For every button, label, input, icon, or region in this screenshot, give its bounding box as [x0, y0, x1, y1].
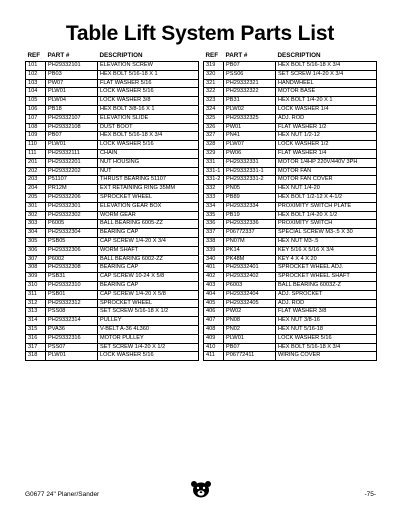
table-row — [204, 70, 377, 79]
table-row — [204, 273, 377, 282]
ref-cell: 402 — [204, 273, 224, 282]
table-row — [26, 149, 199, 158]
description-cell: NUT — [98, 167, 199, 176]
part-number-cell: PB89 — [224, 193, 276, 202]
table-row — [26, 246, 199, 255]
description-cell: BALL BEARING 6002-ZZ — [98, 255, 199, 264]
table-row — [26, 343, 199, 352]
ref-cell: 410 — [204, 343, 224, 352]
bear-head-logo-icon — [190, 480, 212, 498]
ref-cell: 201 — [26, 158, 46, 167]
parts-table-left — [25, 51, 199, 361]
ref-cell: 322 — [204, 88, 224, 97]
ref-cell: 304 — [26, 229, 46, 238]
description-cell: MOTOR FAN — [276, 167, 377, 176]
ref-cell: 335 — [204, 211, 224, 220]
part-number-cell: PB07 — [224, 343, 276, 352]
ref-cell: 333 — [204, 193, 224, 202]
description-cell: FLAT WASHER 1/4 — [276, 149, 377, 158]
description-cell: PULLEY — [98, 317, 199, 326]
ref-cell: 105 — [26, 97, 46, 106]
description-cell: ELEVATION GEAR BOX — [98, 202, 199, 211]
header-ref: REF — [204, 51, 224, 62]
ref-cell: 205 — [26, 193, 46, 202]
description-cell: BALL BEARING 6003Z-Z — [276, 281, 377, 290]
description-cell: V-BELT A-36 4L360 — [98, 325, 199, 334]
table-row — [204, 352, 377, 361]
part-number-cell: PVA36 — [46, 325, 98, 334]
description-cell: SET SCREW 1/4-20 X 3/4 — [276, 70, 377, 79]
table-row — [26, 141, 199, 150]
table-row — [26, 132, 199, 141]
header-ref: REF — [26, 51, 46, 62]
part-number-cell: PW06 — [224, 149, 276, 158]
table-row — [204, 334, 377, 343]
table-row — [26, 325, 199, 334]
part-number-cell: PB07 — [224, 62, 276, 71]
table-row — [26, 255, 199, 264]
ref-cell: 401 — [204, 264, 224, 273]
description-cell: SPROCKET WHEEL — [98, 193, 199, 202]
description-cell: HEX BOLT 5/16-18 X 3/4 — [276, 62, 377, 71]
ref-cell: 336 — [204, 220, 224, 229]
part-number-cell: PH29332201 — [46, 158, 98, 167]
part-number-cell: PH29332321 — [224, 79, 276, 88]
part-number-cell: PN41 — [224, 132, 276, 141]
ref-cell: 340 — [204, 255, 224, 264]
description-cell: ELEVATION SCREW — [98, 62, 199, 71]
part-number-cell: P6003 — [224, 281, 276, 290]
ref-cell: 403 — [204, 281, 224, 290]
part-number-cell: PN05 — [224, 185, 276, 194]
description-cell: MOTOR FAN COVER — [276, 176, 377, 185]
part-number-cell: P06772411 — [224, 352, 276, 361]
header-description: DESCRIPTION — [276, 51, 377, 62]
description-cell: FLAT WASHER 3/8 — [276, 308, 377, 317]
ref-cell: 311 — [26, 290, 46, 299]
description-cell: MOTOR PULLEY — [98, 334, 199, 343]
description-cell: SPECIAL SCREW M3-.5 X 30 — [276, 229, 377, 238]
part-number-cell: PLW04 — [46, 97, 98, 106]
description-cell: HEX NUT 1/4-20 — [276, 185, 377, 194]
description-cell: HEX NUT 5/16-18 — [276, 325, 377, 334]
table-row — [26, 185, 199, 194]
table-row — [26, 114, 199, 123]
description-cell: LOCK WASHER 5/16 — [98, 352, 199, 361]
part-number-cell: PSB01 — [46, 290, 98, 299]
ref-cell: 102 — [26, 70, 46, 79]
ref-cell: 404 — [204, 290, 224, 299]
description-cell: WIRING COVER — [276, 352, 377, 361]
description-cell: ADJ. ROD — [276, 299, 377, 308]
part-number-cell: PW07 — [46, 79, 98, 88]
description-cell: SET SCREW 1/4-20 X 1/2 — [98, 343, 199, 352]
ref-cell: 411 — [204, 352, 224, 361]
ref-cell: 316 — [26, 334, 46, 343]
parts-table-right — [203, 51, 377, 361]
table-row — [204, 290, 377, 299]
table-row — [204, 132, 377, 141]
part-number-cell: PH29332302 — [46, 211, 98, 220]
ref-cell: 331-2 — [204, 176, 224, 185]
part-number-cell: PH29332301 — [46, 202, 98, 211]
part-number-cell: PH29332304 — [46, 229, 98, 238]
description-cell: BALL BEARING 6005-ZZ — [98, 220, 199, 229]
table-row — [26, 202, 199, 211]
table-row — [204, 158, 377, 167]
table-row — [26, 105, 199, 114]
table-row — [204, 211, 377, 220]
part-number-cell: PH29332314 — [46, 317, 98, 326]
part-number-cell: PH29332308 — [46, 264, 98, 273]
part-number-cell: PH29332331-2 — [224, 176, 276, 185]
table-row — [26, 308, 199, 317]
header-description: DESCRIPTION — [98, 51, 199, 62]
table-row — [26, 229, 199, 238]
ref-cell: 110 — [26, 141, 46, 150]
part-number-cell: PH29332111 — [46, 149, 98, 158]
description-cell: HEX BOLT 1/4-20 X 1/2 — [276, 211, 377, 220]
part-number-cell: PH29332206 — [46, 193, 98, 202]
part-number-cell: PB03 — [46, 70, 98, 79]
description-cell: HEX BOLT 1/4-20 X 1 — [276, 97, 377, 106]
description-cell: MOTOR BASE — [276, 88, 377, 97]
table-row — [26, 176, 199, 185]
ref-cell: 312 — [26, 299, 46, 308]
description-cell: HEX BOLT 1/2-12 X 4-1/2 — [276, 193, 377, 202]
table-row — [26, 123, 199, 132]
description-cell: LOCK WASHER 1/4 — [276, 105, 377, 114]
description-cell: HEX BOLT 3/8-16 X 1 — [98, 105, 199, 114]
table-row — [204, 167, 377, 176]
ref-cell: 310 — [26, 281, 46, 290]
table-row — [26, 352, 199, 361]
description-cell: SPROCKET WHEEL ADJ. — [276, 264, 377, 273]
description-cell: HEX NUT 3/8-16 — [276, 317, 377, 326]
ref-cell: 409 — [204, 334, 224, 343]
description-cell: KEY 4 X 4 X 20 — [276, 255, 377, 264]
ref-cell: 303 — [26, 220, 46, 229]
part-number-cell: P06772337 — [224, 229, 276, 238]
table-row — [26, 211, 199, 220]
description-cell: DUST BOOT — [98, 123, 199, 132]
ref-cell: 308 — [26, 264, 46, 273]
table-row — [26, 62, 199, 71]
description-cell: LOCK WASHER 5/16 — [98, 88, 199, 97]
ref-cell: 408 — [204, 325, 224, 334]
part-number-cell: P6002 — [46, 255, 98, 264]
description-cell: NUT HOUSING — [98, 158, 199, 167]
table-row — [26, 290, 199, 299]
table-row — [204, 255, 377, 264]
part-number-cell: PH29332331-1 — [224, 167, 276, 176]
ref-cell: 332 — [204, 185, 224, 194]
description-cell: BEARING CAP — [98, 281, 199, 290]
ref-cell: 328 — [204, 141, 224, 150]
table-row — [204, 308, 377, 317]
part-number-cell: PSB05 — [46, 237, 98, 246]
description-cell: ELEVATION SLIDE — [98, 114, 199, 123]
part-number-cell: PH29332402 — [224, 273, 276, 282]
description-cell: SET SCREW 5/16-18 X 1/2 — [98, 308, 199, 317]
description-cell: EXT RETAINING RING 35MM — [98, 185, 199, 194]
table-row — [26, 264, 199, 273]
ref-cell: 203 — [26, 176, 46, 185]
part-number-cell: PH29332202 — [46, 167, 98, 176]
table-row — [204, 185, 377, 194]
part-number-cell: PH29332325 — [224, 114, 276, 123]
part-number-cell: PB18 — [46, 105, 98, 114]
table-row — [204, 246, 377, 255]
description-cell: LOCK WASHER 1/2 — [276, 141, 377, 150]
description-cell: HEX NUT M3-.5 — [276, 237, 377, 246]
description-cell: HEX NUT 1/2-12 — [276, 132, 377, 141]
ref-cell: 320 — [204, 70, 224, 79]
part-number-cell: PW02 — [224, 308, 276, 317]
table-row — [204, 237, 377, 246]
ref-cell: 314 — [26, 317, 46, 326]
page-title: Table Lift System Parts List — [65, 22, 335, 45]
ref-cell: 305 — [26, 237, 46, 246]
part-number-cell: PH29332405 — [224, 299, 276, 308]
page-number: -75- — [364, 491, 376, 498]
description-cell: FLAT WASHER 5/16 — [98, 79, 199, 88]
part-number-cell: PH29332334 — [224, 202, 276, 211]
part-number-cell: PLW01 — [224, 334, 276, 343]
part-number-cell: PR12M — [46, 185, 98, 194]
table-row — [204, 229, 377, 238]
part-number-cell: PH29332108 — [46, 123, 98, 132]
table-row — [204, 141, 377, 150]
ref-cell: 301 — [26, 202, 46, 211]
part-number-cell: PH29332312 — [46, 299, 98, 308]
part-number-cell: PK48M — [224, 255, 276, 264]
table-row — [26, 79, 199, 88]
header-part-number: PART # — [224, 51, 276, 62]
description-cell: CAP SCREW 1/4-20 X 3/4 — [98, 237, 199, 246]
description-cell: HEX BOLT 5/16-18 X 3/4 — [98, 132, 199, 141]
part-number-cell: PSS06 — [224, 70, 276, 79]
table-row — [26, 273, 199, 282]
ref-cell: 337 — [204, 229, 224, 238]
part-number-cell: PLW01 — [46, 141, 98, 150]
description-cell: LOCK WASHER 3/8 — [98, 97, 199, 106]
table-row — [204, 105, 377, 114]
description-cell: KEY 5/16 X 5/16 X 3/4 — [276, 246, 377, 255]
ref-cell: 407 — [204, 317, 224, 326]
table-row — [26, 334, 199, 343]
description-cell: LOCK WASHER 5/16 — [276, 334, 377, 343]
description-cell: BEARING CAP — [98, 229, 199, 238]
description-cell: CAP SCREW 10-24 X 5/8 — [98, 273, 199, 282]
table-row — [204, 149, 377, 158]
table-row — [204, 220, 377, 229]
table-row — [204, 79, 377, 88]
part-number-cell: PH29332310 — [46, 281, 98, 290]
description-cell: LOCK WASHER 5/16 — [98, 141, 199, 150]
part-number-cell: PB31 — [224, 97, 276, 106]
part-number-cell: PLW07 — [224, 141, 276, 150]
part-number-cell: PK14 — [224, 246, 276, 255]
description-cell: HANDWHEEL — [276, 79, 377, 88]
table-row — [204, 123, 377, 132]
ref-cell: 309 — [26, 273, 46, 282]
part-number-cell: PH29332322 — [224, 88, 276, 97]
table-row — [204, 62, 377, 71]
part-number-cell: PH29332101 — [46, 62, 98, 71]
table-row — [204, 325, 377, 334]
ref-cell: 339 — [204, 246, 224, 255]
ref-cell: 319 — [204, 62, 224, 71]
description-cell: WORM SHAFT — [98, 246, 199, 255]
description-cell: PROXIMITY SWITCH PLATE — [276, 202, 377, 211]
ref-cell: 306 — [26, 246, 46, 255]
ref-cell: 106 — [26, 105, 46, 114]
part-number-cell: PH29332401 — [224, 264, 276, 273]
ref-cell: 323 — [204, 97, 224, 106]
header-part-number: PART # — [46, 51, 98, 62]
table-row — [204, 114, 377, 123]
ref-cell: 103 — [26, 79, 46, 88]
ref-cell: 331 — [204, 158, 224, 167]
table-row — [204, 97, 377, 106]
part-number-cell: PSS08 — [46, 308, 98, 317]
description-cell: THRUST BEARING 51107 — [98, 176, 199, 185]
ref-cell: 326 — [204, 123, 224, 132]
part-number-cell: PH29332404 — [224, 290, 276, 299]
part-number-cell: PH29332316 — [46, 334, 98, 343]
part-number-cell: PH29332331 — [224, 158, 276, 167]
table-row — [204, 299, 377, 308]
ref-cell: 329 — [204, 149, 224, 158]
part-number-cell: PW01 — [224, 123, 276, 132]
ref-cell: 204 — [26, 185, 46, 194]
description-cell: PROXIMITY SWITCH — [276, 220, 377, 229]
ref-cell: 331-1 — [204, 167, 224, 176]
table-row — [204, 264, 377, 273]
part-number-cell: PN08 — [224, 317, 276, 326]
ref-cell: 405 — [204, 299, 224, 308]
description-cell: WORM GEAR — [98, 211, 199, 220]
table-row — [204, 88, 377, 97]
ref-cell: 307 — [26, 255, 46, 264]
table-row — [26, 158, 199, 167]
table-row — [26, 167, 199, 176]
ref-cell: 315 — [26, 325, 46, 334]
table-row — [204, 176, 377, 185]
ref-cell: 325 — [204, 114, 224, 123]
description-cell: FLAT WASHER 1/2 — [276, 123, 377, 132]
table-row — [204, 317, 377, 326]
ref-cell: 324 — [204, 105, 224, 114]
description-cell: SPROCKET WHEEL SHAFT — [276, 273, 377, 282]
description-cell: ADJ. ROD — [276, 114, 377, 123]
table-row — [26, 193, 199, 202]
ref-cell: 321 — [204, 79, 224, 88]
ref-cell: 406 — [204, 308, 224, 317]
part-number-cell: PN02 — [224, 325, 276, 334]
table-row — [26, 70, 199, 79]
ref-cell: 104 — [26, 88, 46, 97]
part-number-cell: PN07M — [224, 237, 276, 246]
part-number-cell: PH29332306 — [46, 246, 98, 255]
table-row — [26, 88, 199, 97]
description-cell: CAP SCREW 1/4-20 X 5/8 — [98, 290, 199, 299]
part-number-cell: P51107 — [46, 176, 98, 185]
table-row — [204, 193, 377, 202]
ref-cell: 202 — [26, 167, 46, 176]
ref-cell: 107 — [26, 114, 46, 123]
table-row — [26, 220, 199, 229]
table-row — [204, 281, 377, 290]
table-row — [26, 317, 199, 326]
part-number-cell: PLW01 — [46, 88, 98, 97]
ref-cell: 334 — [204, 202, 224, 211]
ref-cell: 318 — [26, 352, 46, 361]
ref-cell: 108 — [26, 123, 46, 132]
table-row — [26, 299, 199, 308]
table-row — [204, 343, 377, 352]
part-number-cell: PH29332336 — [224, 220, 276, 229]
description-cell: CHAIN — [98, 149, 199, 158]
part-number-cell: PLW02 — [224, 105, 276, 114]
description-cell: MOTOR 1/4HP 220V/440V 3PH — [276, 158, 377, 167]
description-cell: HEX BOLT 5/16-18 X 1 — [98, 70, 199, 79]
part-number-cell: PLW01 — [46, 352, 98, 361]
ref-cell: 327 — [204, 132, 224, 141]
description-cell: BEARING CAP — [98, 264, 199, 273]
table-row — [26, 281, 199, 290]
part-number-cell: PB19 — [224, 211, 276, 220]
part-number-cell: PB07 — [46, 132, 98, 141]
ref-cell: 302 — [26, 211, 46, 220]
part-number-cell: PSB31 — [46, 273, 98, 282]
ref-cell: 109 — [26, 132, 46, 141]
ref-cell: 313 — [26, 308, 46, 317]
description-cell: SPROCKET WHEEL — [98, 299, 199, 308]
part-number-cell: P6005 — [46, 220, 98, 229]
table-row — [26, 97, 199, 106]
ref-cell: 111 — [26, 149, 46, 158]
description-cell: HEX BOLT 5/16-18 X 3/4 — [276, 343, 377, 352]
description-cell: ADJ. SPROCKET — [276, 290, 377, 299]
part-number-cell: PSS07 — [46, 343, 98, 352]
table-row — [26, 237, 199, 246]
ref-cell: 317 — [26, 343, 46, 352]
footer-model: G0677 24" Planer/Sander — [25, 491, 100, 498]
ref-cell: 338 — [204, 237, 224, 246]
ref-cell: 101 — [26, 62, 46, 71]
table-row — [204, 202, 377, 211]
part-number-cell: PH29332107 — [46, 114, 98, 123]
